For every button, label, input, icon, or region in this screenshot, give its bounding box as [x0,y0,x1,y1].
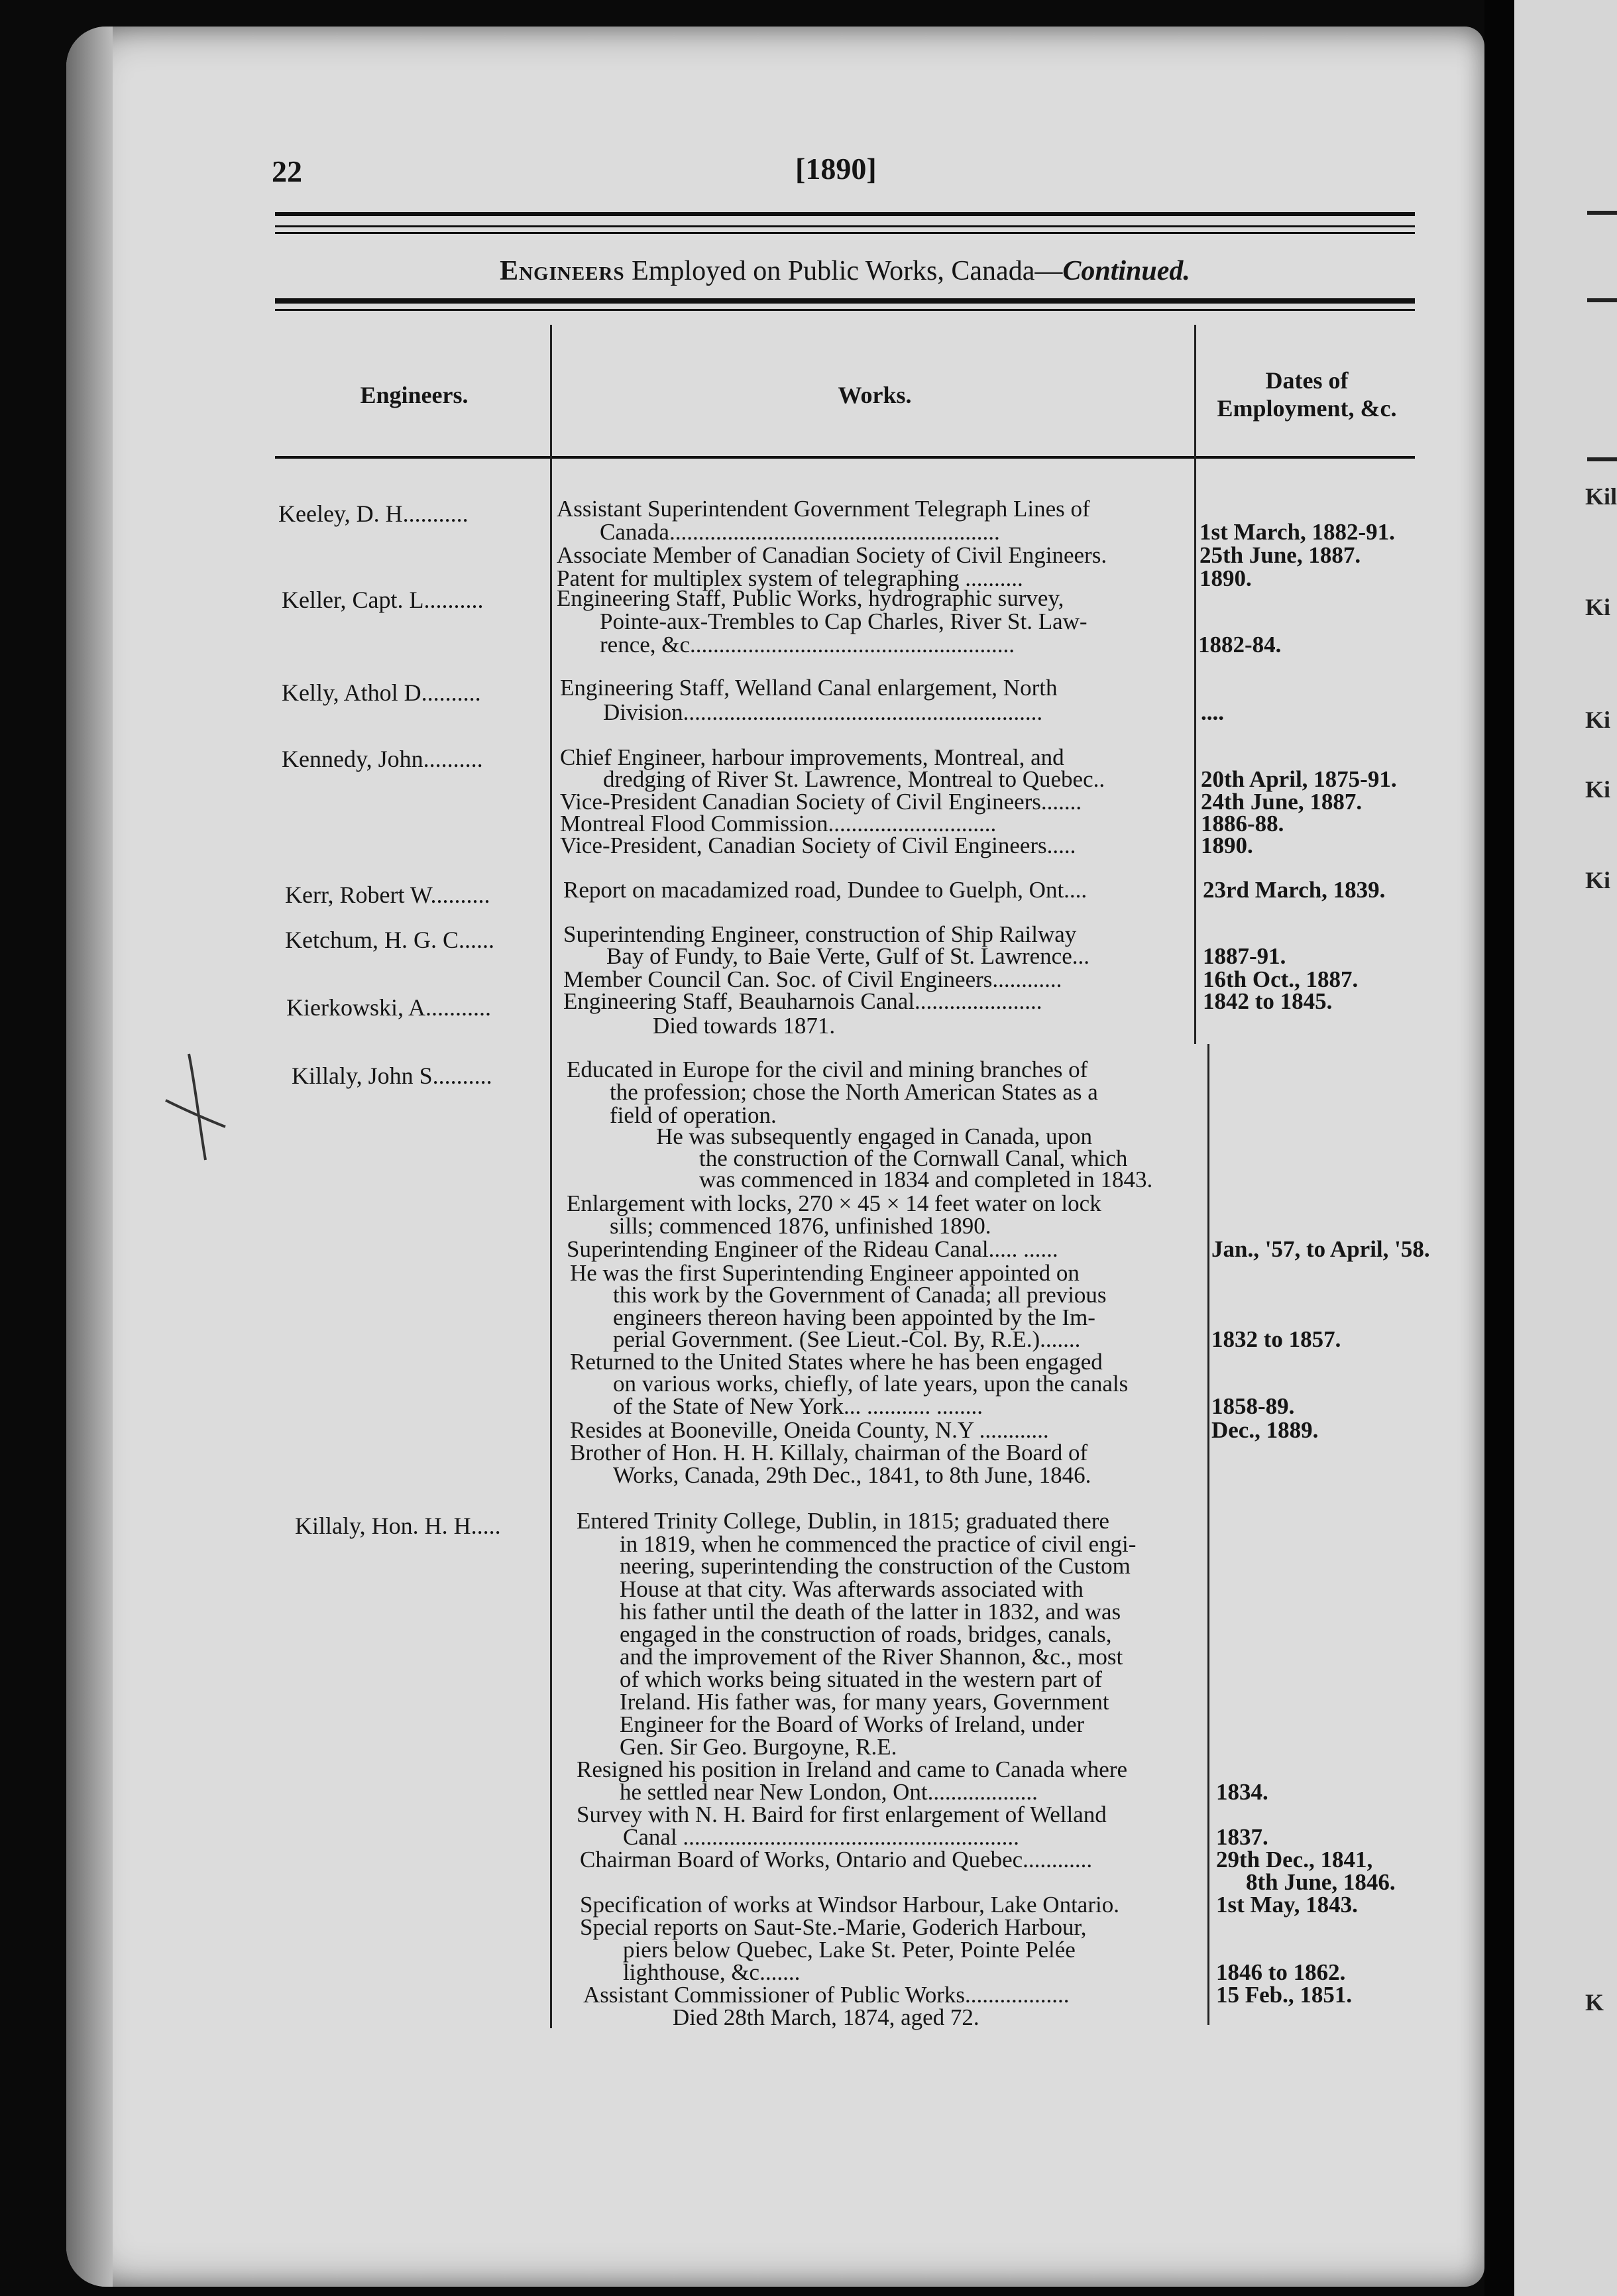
pencil-cross-mark [159,1047,232,1167]
employment-date: 1882-84. [1198,632,1282,658]
employment-date: 1st March, 1882-91. [1199,519,1395,545]
engineer-name: Keller, Capt. L.......... [282,587,484,613]
facing-page-fragment: Kil [1585,483,1617,510]
works-line: Canada......................................................... [600,519,1000,545]
engineer-name: Kerr, Robert W.......... [285,882,490,908]
works-line: Montreal Flood Commission............................. [560,811,997,836]
employment-date: 8th June, 1846. [1246,1869,1396,1895]
facing-page-rule [1587,457,1617,461]
works-line: Works, Canada, 29th Dec., 1841, to 8th June, 1846. [613,1462,1091,1488]
works-line: Bay of Fundy, to Baie Verte, Gulf of St. Lawrence... [606,943,1090,969]
facing-page-fragment: Ki [1585,867,1611,893]
title-continued: Continued. [1062,256,1190,286]
employment-date: .... [1201,699,1224,725]
works-line: perial Government. (See Lieut.-Col. By, R.E.)....... [613,1326,1081,1352]
title-rule [275,298,1415,304]
works-line: in 1819, when he commenced the practice of civil engi- [620,1531,1137,1557]
employment-date: 1834. [1216,1779,1268,1805]
employment-date: 1890. [1199,565,1252,591]
employment-date: Jan., '57, to April, '58. [1211,1236,1430,1262]
works-line: Special reports on Saut-Ste.-Marie, Goderich Harbour, [580,1914,1087,1940]
facing-page-fragment: K [1585,1989,1604,2016]
page-gutter [1484,0,1514,2296]
works-line: Superintending Engineer, construction of Ship Railway [563,921,1077,947]
works-line: of the State of New York... ........... ........ [613,1393,983,1419]
works-line: House at that city. Was afterwards associated with [620,1576,1084,1602]
works-line: Specification of works at Windsor Harbour, Lake Ontario. [580,1892,1119,1918]
works-line: of which works being situated in the western part of [620,1666,1103,1692]
works-line: neering, superintending the construction of the Custom [620,1553,1131,1579]
employment-date: 15 Feb., 1851. [1216,1982,1353,2008]
column-divider [1194,325,1196,1044]
engineer-name: Kelly, Athol D.......... [282,679,481,706]
engineer-name: Killaly, Hon. H. H..... [295,1513,501,1539]
works-line: Division.............................................................. [603,699,1043,725]
works-line: engaged in the construction of roads, bridges, canals, [620,1621,1112,1647]
engineer-name: Ketchum, H. G. C...... [285,927,494,953]
facing-page-edge [1514,0,1617,2296]
employment-date: 1858-89. [1211,1393,1295,1419]
works-line: Died towards 1871. [653,1013,836,1039]
column-header-engineers: Engineers. [360,382,469,408]
facing-page-rule [1587,298,1617,302]
works-line: was commenced in 1834 and completed in 1843. [699,1167,1153,1192]
column-divider [1207,1044,1209,2025]
works-line: his father until the death of the latter in 1832, and was [620,1599,1121,1625]
column-divider [550,325,552,2028]
works-line: Returned to the United States where he has been engaged [570,1349,1103,1375]
header-rule-thin [275,232,1415,234]
works-line: Superintending Engineer of the Rideau Canal..... ...... [567,1236,1058,1262]
works-line: Entered Trinity College, Dublin, in 1815; graduated there [577,1508,1109,1534]
engineer-name: Kennedy, John.......... [282,746,483,772]
works-line: Associate Member of Canadian Society of Civil Engineers. [557,542,1107,568]
works-line: Assistant Superintendent Government Telegraph Lines of [557,496,1090,522]
header-rule [275,212,1415,216]
works-line: engineers thereon having been appointed by the Im- [613,1304,1095,1330]
employment-date: 1832 to 1857. [1211,1326,1341,1352]
works-line: he settled near New London, Ont................... [620,1779,1038,1805]
column-header-works: Works. [838,382,912,408]
page-year: [1890] [795,152,877,186]
works-line: Chairman Board of Works, Ontario and Quebec............ [580,1847,1093,1872]
title-rule-thin [275,309,1415,311]
employment-date: 20th April, 1875-91. [1201,766,1397,792]
works-line: the profession; chose the North American States as a [610,1079,1098,1105]
works-line: lighthouse, &c....... [623,1959,801,1985]
facing-page-fragment: Ki [1585,776,1611,803]
works-line: Resides at Booneville, Oneida County, N.Y ............ [570,1417,1049,1443]
engineer-name: Keeley, D. H........... [278,500,469,527]
works-line: Report on macadamized road, Dundee to Guelph, Ont.... [563,877,1087,903]
page-number: 22 [272,154,302,188]
works-line: Enlargement with locks, 270 × 45 × 14 feet water on lock [567,1190,1101,1216]
works-line: Brother of Hon. H. H. Killaly, chairman of the Board of [570,1440,1088,1465]
employment-date: 16th Oct., 1887. [1203,966,1359,992]
works-line: Canal .......................................................... [623,1824,1019,1850]
works-line: Engineering Staff, Beauharnois Canal...................... [563,988,1042,1014]
facing-page-fragment: Ki [1585,707,1611,733]
works-line: He was the first Superintending Engineer appointed on [570,1260,1080,1286]
facing-page-fragment: Ki [1585,594,1611,620]
works-line: Gen. Sir Geo. Burgoyne, R.E. [620,1734,897,1760]
table-title [275,255,1415,287]
employment-date: 1890. [1201,832,1253,858]
column-header-dates [1201,367,1413,422]
page-spine-shadow [66,27,113,2287]
employment-date: 1886-88. [1201,811,1284,836]
works-line: Ireland. His father was, for many years, Government [620,1689,1109,1715]
works-line: and the improvement of the River Shannon, &c., most [620,1644,1123,1670]
engineer-name: Killaly, John S.......... [292,1062,492,1089]
employment-date: 1837. [1216,1824,1268,1850]
employment-date: 25th June, 1887. [1199,542,1361,568]
works-line: Died 28th March, 1874, aged 72. [673,2004,979,2030]
title-caps: Engineers [500,256,625,286]
employment-date: 1842 to 1845. [1203,988,1333,1014]
works-line: Vice-President Canadian Society of Civil Engineers....... [560,789,1082,815]
works-line: He was subsequently engaged in Canada, upon [656,1123,1093,1149]
works-line: Survey with N. H. Baird for first enlargement of Welland [577,1802,1107,1827]
facing-page-rule [1587,211,1617,215]
works-line: Engineering Staff, Public Works, hydrographic survey, [557,585,1064,611]
header-rule-thin [275,225,1415,227]
works-line: the construction of the Cornwall Canal, which [699,1145,1128,1171]
works-line: this work by the Government of Canada; all previous [613,1282,1107,1308]
title-middle: Employed on Public Works, Canada— [624,256,1063,286]
works-line: Engineer for the Board of Works of Ireland, under [620,1711,1085,1737]
employment-date: 1st May, 1843. [1216,1892,1358,1918]
employment-date: 29th Dec., 1841, [1216,1847,1373,1872]
column-header-rule [275,456,1415,459]
works-line: sills; commenced 1876, unfinished 1890. [610,1213,991,1239]
employment-date: 1846 to 1862. [1216,1959,1346,1985]
employment-date: Dec., 1889. [1211,1417,1319,1443]
employment-date: 24th June, 1887. [1201,789,1363,815]
works-line: piers below Quebec, Lake St. Peter, Pointe Pelée [623,1937,1076,1963]
works-line: Patent for multiplex system of telegraphing .......... [557,565,1023,591]
works-line: Educated in Europe for the civil and mining branches of [567,1057,1088,1082]
column-header-dates-line1: Dates of [1265,367,1349,394]
works-line: on various works, chiefly, of late years, upon the canals [613,1371,1129,1397]
works-line: Vice-President, Canadian Society of Civil Engineers..... [560,832,1076,858]
works-line: Pointe-aux-Trembles to Cap Charles, River St. Law- [600,608,1087,634]
works-line: Engineering Staff, Welland Canal enlargement, North [560,675,1058,701]
works-line: dredging of River St. Lawrence, Montreal to Quebec.. [603,766,1105,792]
employment-date: 23rd March, 1839. [1203,877,1386,903]
works-line: Resigned his position in Ireland and came to Canada where [577,1756,1128,1782]
works-line: Member Council Can. Soc. of Civil Engineers............ [563,966,1062,992]
works-line: Chief Engineer, harbour improvements, Montreal, and [560,744,1064,770]
engineer-name: Kierkowski, A........... [286,994,491,1021]
works-line: field of operation. [610,1102,777,1128]
works-line: Assistant Commissioner of Public Works.................. [583,1982,1070,2008]
employment-date: 1887-91. [1203,943,1286,969]
column-header-dates-line2: Employment, &c. [1217,395,1397,422]
works-line: rence, &c........................................................ [600,632,1015,658]
